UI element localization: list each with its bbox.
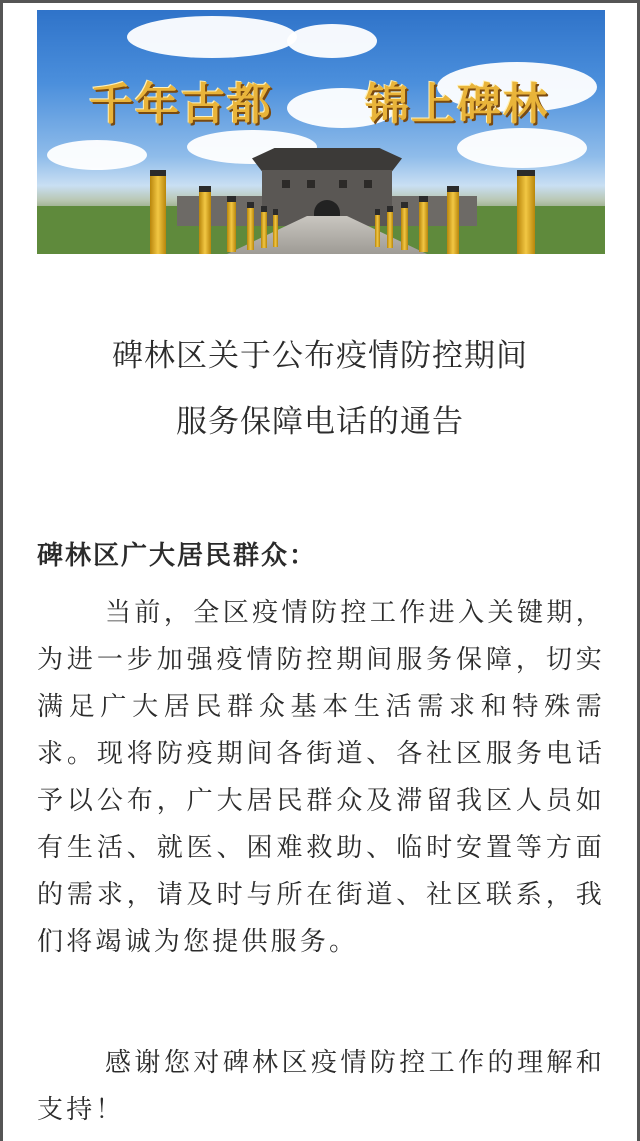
golden-pillar	[401, 202, 408, 250]
golden-pillar	[419, 196, 428, 252]
cloud	[127, 16, 297, 58]
gate-window	[339, 180, 347, 188]
golden-pillar	[199, 186, 211, 254]
golden-pillar	[517, 170, 535, 254]
golden-pillar	[227, 196, 236, 252]
salutation: 碑林区广大居民群众：	[37, 541, 318, 571]
notice-title-line-1: 碑林区关于公布疫情防控期间	[112, 338, 528, 374]
cloud	[287, 24, 377, 58]
banner-title-left: 千年古都	[89, 79, 273, 130]
golden-pillar	[150, 170, 166, 254]
golden-pillar	[273, 209, 278, 247]
banner-title-right: 锦上碑林	[365, 79, 549, 130]
golden-pillar	[387, 206, 393, 248]
golden-pillar	[261, 206, 267, 248]
golden-pillar	[247, 202, 254, 250]
notice-paragraph-1: 当前，全区疫情防控工作进入关键期，为进一步加强疫情防控期间服务保障，切实满足广大居民群众基本生活需求和特殊需求。现将防疫期间各街道、各社区服务电话予以公布，广大居民群众及滞留我区人员如有生活、就医、困难救助、临时安置等方面的需求，请及时与所在街道、社区联系，我们将竭诚为您提供服务。	[37, 598, 605, 957]
cloud	[457, 128, 587, 168]
notice-paragraph-2: 感谢您对碑林区疫情防控工作的理解和支持！	[37, 1048, 605, 1125]
golden-pillar	[375, 209, 380, 247]
gate-window	[307, 180, 315, 188]
notice-title-line-2: 服务保障电话的通告	[176, 404, 464, 440]
header-banner-image	[37, 10, 605, 254]
cloud	[47, 140, 147, 170]
golden-pillar	[447, 186, 459, 254]
gate-window	[364, 180, 372, 188]
gate-window	[282, 180, 290, 188]
